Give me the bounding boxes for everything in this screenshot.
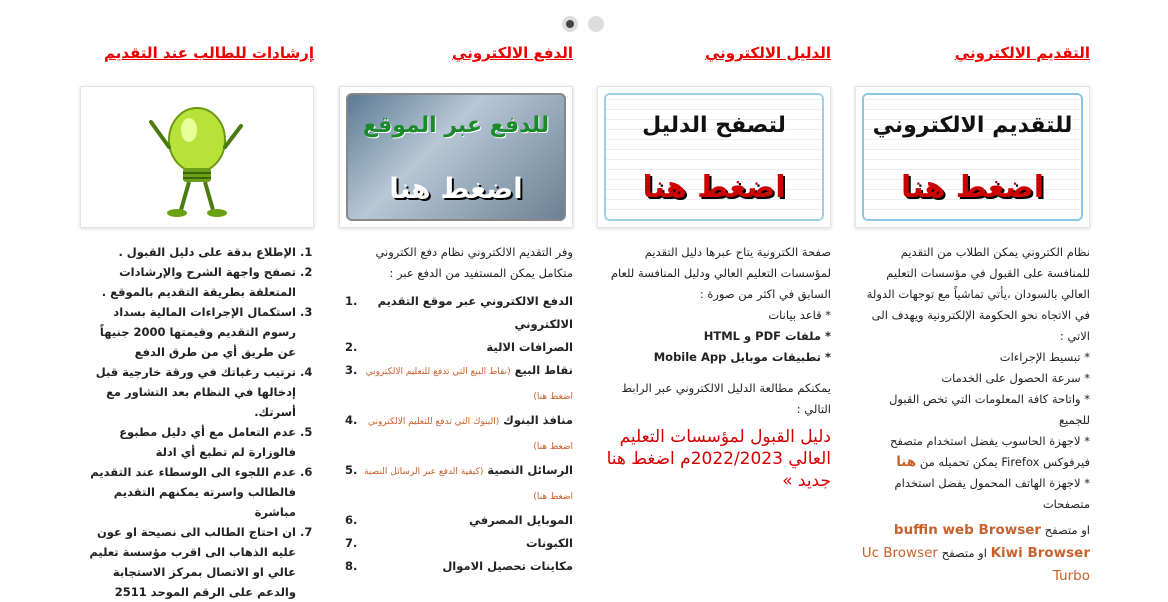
payment-method-label: الصرافات الالية	[486, 340, 573, 354]
payment-method-label: الرسائل النصية	[487, 463, 573, 477]
pc-browser-text: * لاجهزة الحاسوب يفضل استخدام متصفح فيرفوكس Firefox يمكن تحميله من	[889, 434, 1090, 469]
column-electronic-payment	[339, 44, 573, 578]
list-item	[339, 290, 573, 336]
banner-caption-top: لتصفح الدليل	[642, 113, 786, 138]
carousel-dots	[562, 16, 604, 32]
pc-browser-note	[855, 431, 1090, 473]
column-online-application	[855, 44, 1090, 588]
banner-caption-top: للدفع عبر الموقع	[362, 113, 550, 138]
download-link[interactable]: هنا	[896, 454, 917, 470]
intro-text: صفحة الكترونية يتاح عبرها دليل التقديم لمؤسسات التعليم العالي ودليل المنافسة للعام السابق في اكثر من صورة :	[610, 245, 831, 301]
payment-method-label: الموبايل المصرفي	[468, 513, 573, 527]
item-number: 4.	[345, 413, 358, 427]
item-number: 3.	[345, 363, 358, 377]
list-item	[339, 509, 573, 532]
payment-method-note-link[interactable]: (البنوك التي تدفع للتعليم الالكتروني اضغط هنا)	[367, 417, 573, 452]
guideline-item: 1. الإطلاع بدقة على دليل القبول .	[80, 242, 296, 262]
or-text: او متصفح	[1044, 523, 1090, 537]
item-number: 8.	[345, 559, 358, 573]
apply-banner-image[interactable]	[855, 86, 1090, 228]
banner-caption-bottom: اضغط هنا	[389, 172, 523, 205]
payment-method-label: منافذ البنوك	[503, 413, 573, 427]
payment-method-note-link[interactable]: (نقاط البيع التي تدفع للتعليم الالكتروني اضغط هنا)	[365, 367, 573, 402]
bullet-item: * سرعة الحصول على الخدمات	[941, 371, 1090, 385]
follow-text: يمكنكم مطالعة الدليل الالكتروني عبر الرابط التالي :	[621, 381, 831, 416]
lightbulb-icon	[137, 92, 257, 222]
guidelines-bulb-image	[80, 86, 314, 228]
bullet-item: * واتاحة كافة المعلومات التي تخص القبول للجميع	[889, 392, 1090, 427]
carousel-dot-2[interactable]	[588, 16, 604, 32]
or-text: او متصفح	[941, 546, 987, 560]
intro-text: وفر التقديم الالكتروني نظام دفع الكتروني متكامل يمكن المستفيد من الدفع عبر :	[375, 245, 573, 280]
banner-caption-bottom: اضغط هنا	[900, 170, 1045, 205]
payment-method-label: الدفع الالكتروني عبر موقع التقديم الالكتروني	[377, 294, 573, 331]
guideline-item: 4. ترتيب رغباتك في ورقة خارجية قبل إدخالها في النظام بعد التشاور مع أسرتك.	[80, 362, 296, 422]
item-number: 7.	[345, 536, 358, 550]
list-item	[339, 336, 573, 359]
payment-method-label: الكبونات	[525, 536, 573, 550]
guideline-item: 3. استكمال الإجراءات المالية بسداد رسوم التقديم وقيمتها 2000 جنيهاً عن طريق أي من طرق الدفع	[80, 302, 296, 362]
guideline-item: 7. ان احتاج الطالب الى نصيحة او عون عليه الذهاب الى اقرب مؤسسة تعليم عالي او الاتصال بمركز الاستجابة والدعم على الرقم الموحد 2511	[80, 522, 296, 602]
carousel-dot-1[interactable]	[562, 16, 578, 32]
banner-caption-bottom: اضغط هنا	[642, 170, 786, 205]
guide-link[interactable]: دليل القبول لمؤسسات التعليم العالي 2022/2023م اضغط هنا جديد »	[606, 427, 831, 491]
banner-caption-top: للتقديم الالكتروني	[872, 113, 1073, 138]
guideline-item: 2. تصفح واجهة الشرح والإرشادات المتعلقة بطريقة التقديم بالموقع .	[80, 262, 296, 302]
item-number: 5.	[345, 463, 358, 477]
column-title[interactable]: الدفع الالكتروني	[452, 44, 573, 62]
payment-banner-image[interactable]	[339, 86, 573, 228]
item-number: 6.	[345, 513, 358, 527]
bullet-item: * تطبيقات موبايل Mobile App	[653, 350, 831, 364]
browsers-list	[855, 519, 1090, 588]
guidelines-list	[80, 242, 314, 602]
list-item	[339, 459, 573, 509]
browser-link[interactable]: buffin web Browser	[893, 522, 1042, 538]
browser-link[interactable]: Uc Browser Turbo	[861, 545, 1090, 584]
list-item	[339, 532, 573, 555]
column-student-guidelines	[80, 44, 314, 602]
list-item	[339, 359, 573, 409]
bullet-item: * تبسيط الإجراءات	[999, 350, 1090, 364]
guideline-item: 6. عدم اللجوء الى الوسطاء عند التقديم فالطالب واسرته يمكنهم التقديم مباشرة	[80, 462, 296, 522]
guide-banner-image[interactable]	[597, 86, 831, 228]
payment-method-note-link[interactable]: (كيفية الدفع عبر الرسائل النصية اضغط هنا)	[364, 467, 573, 502]
column-title[interactable]: إرشادات للطالب عند التقديم	[103, 44, 314, 62]
column-title[interactable]: الدليل الالكتروني	[704, 44, 831, 62]
bullet-item: * ملفات PDF و HTML	[703, 329, 831, 343]
column-title[interactable]: التقديم الالكتروني	[954, 44, 1090, 62]
payment-method-label: مكاينات تحصيل الاموال	[442, 559, 573, 573]
bullet-item: * قاعد بيانات	[768, 308, 831, 322]
item-number: 1.	[345, 294, 358, 308]
payment-methods-list	[339, 290, 573, 578]
mobile-browser-note: * لاجهزة الهاتف المحمول يفضل استخدام متصفحات	[894, 476, 1090, 511]
intro-text: نظام الكتروني يمكن الطلاب من التقديم للمنافسة على القبول في مؤسسات التعليم العالي بالسودان ،يأتي تماشياً مع توجهات الدولة في الاتجاه نحو الحكومة الإلكترونية ويهدف الى الاتي :	[866, 245, 1090, 343]
guideline-item: 5. عدم التعامل مع أي دليل مطبوع فالوزارة لم تطبع أي ادلة	[80, 422, 296, 462]
list-item	[339, 409, 573, 459]
payment-method-label: نقاط البيع	[514, 363, 573, 377]
item-number: 2.	[345, 340, 358, 354]
browser-link[interactable]: Kiwi Browser	[990, 545, 1090, 561]
column-electronic-guide	[597, 44, 831, 492]
list-item	[339, 555, 573, 578]
